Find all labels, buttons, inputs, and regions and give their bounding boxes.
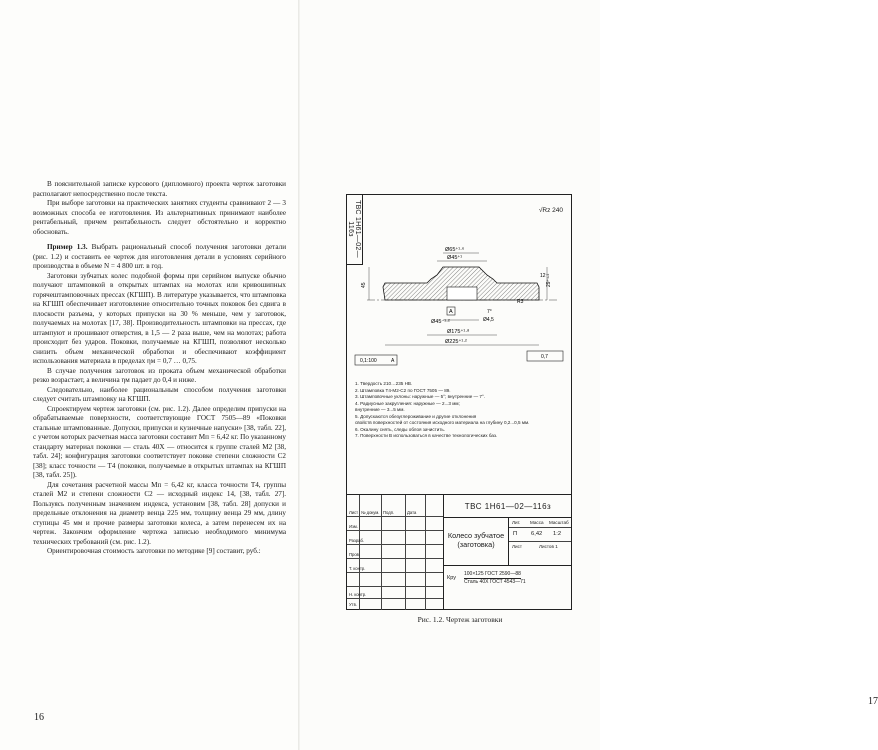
left-page-text [33, 180, 286, 557]
technical-drawing [346, 194, 572, 610]
dim-r: R3 [517, 299, 524, 305]
dim-d175: Ø175⁺¹·⁸ [447, 329, 470, 335]
paragraph: Заготовки зубчатых колес подобной формы при серийном выпуске обычно получают штамповкой в открытых штампах на молотах или кривошипных горячештамповочных прессах (КГШП). В литературе указывается, что штамповка на КГШП обеспечивает изготовление относительно точных поковок без сдвига в плоскости разъема, у которых припуски на 30 % меньше, чем у заготовок, получаемых на молотах [17, 38]. Производительность штамповки на прессах, где штампуют и прошивают отверстия, в 1,5 — 2 раза выше, чем на молотах; работа происходит без ударов. Поковки, получаемые на КГШП, позволяют несколько снизить объем механической обработки и обеспечивают коэффициент использования материала в пределах ηм = 0,7 … 0,75. [33, 271, 286, 365]
material-grade: Сталь 40Х ГОСТ 4543—71 [464, 579, 526, 585]
paragraph: Спроектируем чертеж заготовки (см. рис. 1.2). Далее определим припуски на обрабатываемые поверхности, соответствующие ГОСТ 7505—89 «Поковки стальные штампованные. Допуски, припуски и кузнечные напуски» [38, табл. 22], с учетом которых расчетная масса заготовки составит Мп = 6,42 кг. По указанному стандарту материал поковки — сталь 40Х — относится к группе сталей М2 [38, табл. 24]; конфигурация заготовки соответствует поковке степени сложности С2 [38]; класс точности — Т4 (поковки, получаемые в открытых штампах на КГШП [38, табл. 25]). [33, 404, 286, 479]
dim-d14: Ø4,5 [483, 317, 494, 323]
dim-w45: 45 [361, 282, 367, 288]
dim-d45-2: Ø45⁻¹·² [431, 319, 450, 325]
figure-caption: Рис. 1.2. Чертеж заготовки [417, 615, 503, 624]
runout-value: 0,1:100 [360, 358, 377, 364]
note: 1. Твердость 210…235 НВ. [355, 381, 413, 386]
paragraph: При выборе заготовки на практических занятиях студенты сравнивают 2 — 3 возможных способа ее изготовления. Из альтернативных принимают наиболее рентабельный, причем рентабельность следует обстоятельно и корректно обосновать. [33, 199, 286, 236]
roughness-mark: √Rz 240 [538, 207, 563, 214]
note: 7. Поверхности В использоваться в качестве технологических баз. [355, 433, 498, 438]
paragraph: В случае получения заготовок из проката объем механической обработки резко возрастает, а величина ηм падает до 0,4 и ниже. [33, 366, 286, 384]
paragraph: Для сочетания расчетной массы Мп = 6,42 кг, класса точности Т4, группы сталей М2 и степени сложности С2 — исходный индекс 14, [38, табл. 27]. Пользуясь полученным значением индекса, установим [38, табл. 28] допуски и предельные отклонения на диаметр венца 225 мм, толщину венца 29 мм, длину ступицы 45 мм и прочие размеры заготовки колеса, а затем перенесем их на чертеж. Закончим оформление чертежа записью необходимого минимума технических требований (см. рис. 1.2). [33, 480, 286, 546]
note: внутренние — 3...5 мм. [355, 407, 405, 412]
note: 4. Радиусные закругления: наружные — 2...3 мм; [355, 400, 460, 406]
paragraph: В пояснительной записке курсового (дипломного) проекта чертеж заготовки располагают непосредственно после текста. [33, 180, 286, 198]
paragraph: Ориентировочная стоимость заготовки по методике [9] составит, руб.: [47, 547, 261, 555]
technical-notes [355, 381, 563, 440]
part-name-line1: Колесо зубчатое [447, 531, 505, 540]
left-page [0, 0, 300, 750]
runout-datum: А [391, 358, 395, 364]
example-text: Выбрать рациональный способ получения заготовки детали (рис. 1.2) и составить ее чертеж для изготовления детали в условиях серийного производства в объеме N = 4 800 шт. в год. [33, 243, 287, 270]
note: 3. Штамповочные уклоны: наружные — 5°; внутренние — 7°. [355, 394, 486, 399]
title-block-grid: Лист № докум. Подп. Дата Изм. Разраб. Пров. Т. контр. Н. контр. Утв. [347, 495, 443, 610]
example-paragraph [33, 243, 286, 272]
dim-d225: Ø225⁺¹·² [445, 339, 467, 345]
note: 2. Штамповка Т4-М2-С2 по ГОСТ 7505 — 89. [355, 387, 451, 393]
dim-w29: 29⁺¹·² [546, 273, 552, 287]
example-label: Пример 1.3. [47, 243, 88, 251]
bore [447, 287, 477, 300]
material-size: 100×125 ГОСТ 2590—88 [464, 571, 521, 577]
material-field [443, 565, 571, 610]
dim-angle: 7° [487, 309, 492, 315]
title-block [347, 494, 571, 610]
datum-a: А [449, 309, 453, 315]
rotated-code: ТВС 1Н61—02—116з [347, 200, 361, 258]
lit-mass-scale: Лит. Масса Масштаб П 6,42 1:2 Лист Листов 1 [509, 517, 571, 565]
flatness-value: 0,7 [541, 354, 548, 360]
page-number-left: 16 [34, 712, 44, 723]
drawing-code: ТВС 1Н61—02—116з [443, 495, 572, 518]
note: свойств поверхностей от состояния исходного материала на глубину 0,2...0,5 мм. [355, 420, 530, 425]
note: 6. Окалину снять, следы облоя зачистить. [355, 426, 446, 432]
blank-type: Кру [447, 575, 456, 581]
note: 5. Допускаются обезуглероживание и другие отклонения [355, 413, 477, 419]
dim-d65: Ø65⁺¹·⁶ [445, 247, 465, 253]
paragraph: Следовательно, наиболее рациональным способом получения заготовки следует считать штамповку на КГШП. [33, 385, 286, 403]
part-name [443, 517, 509, 565]
part-section-svg [347, 195, 571, 375]
dim-w12: 12 [540, 273, 546, 279]
page-number-right: 17 [868, 696, 878, 707]
rotated-code-stamp [346, 194, 363, 265]
part-name-line2: (заготовка) [457, 540, 495, 549]
dim-d45: Ø45⁺¹ [447, 255, 463, 261]
